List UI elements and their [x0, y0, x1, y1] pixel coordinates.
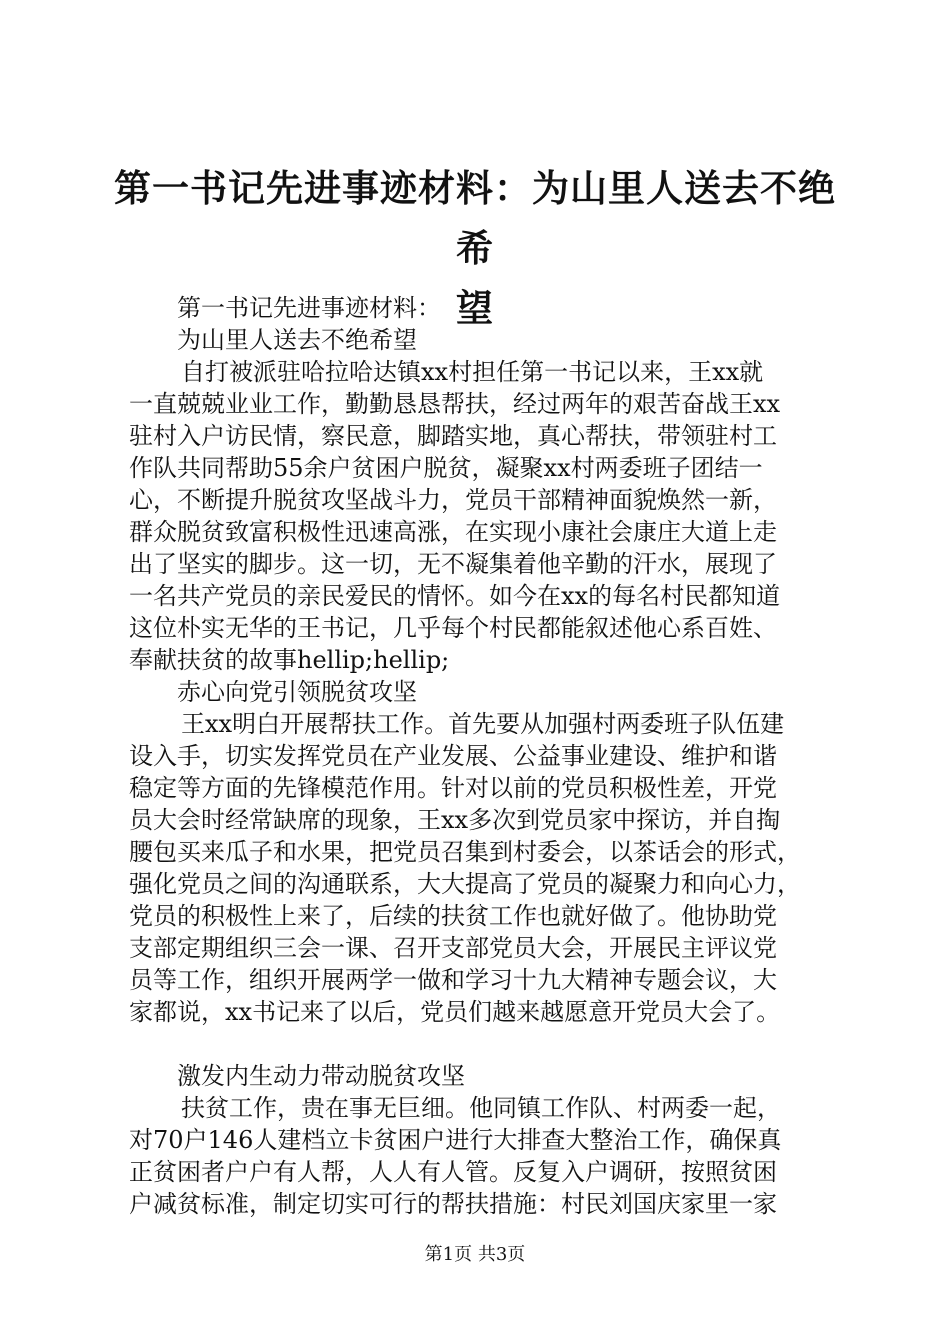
paragraph-2-line: 员大会时经常缺席的现象，王xx多次到党员家中探访，并自掏 — [129, 806, 781, 834]
paragraph-2-line: 强化党员之间的沟通联系，大大提高了党员的凝聚力和向心力， — [129, 870, 801, 898]
paragraph-1-line: 出了坚实的脚步。这一切，无不凝集着他辛勤的汗水，展现了 — [129, 550, 777, 578]
paragraph-3-line: 对70户146人建档立卡贫困户进行大排查大整治工作，确保真 — [129, 1126, 782, 1154]
subtitle-line-1: 第一书记先进事迹材料： — [177, 294, 441, 322]
paragraph-3-line: 正贫困者户户有人帮，人人有人管。反复入户调研，按照贫困 — [129, 1158, 777, 1186]
subtitle-line-2: 为山里人送去不绝希望 — [177, 326, 417, 354]
paragraph-2-line: 员等工作，组织开展两学一做和学习十九大精神专题会议，大 — [129, 966, 777, 994]
paragraph-3-line: 扶贫工作，贵在事无巨细。他同镇工作队、村两委一起， — [181, 1094, 781, 1122]
document-body — [129, 292, 837, 1220]
section-heading-2: 赤心向党引领脱贫攻坚 — [177, 678, 417, 706]
paragraph-1-line: 一名共产党员的亲民爱民的情怀。如今在xx的每名村民都知道 — [129, 582, 781, 610]
section-heading-3: 激发内生动力带动脱贫攻坚 — [177, 1062, 465, 1090]
paragraph-2-line: 支部定期组织三会一课、召开支部党员大会，开展民主评议党 — [129, 934, 777, 962]
title-line-2: 望 — [456, 286, 494, 330]
paragraph-1-line: 驻村入户访民情，察民意，脚踏实地，真心帮扶，带领驻村工 — [129, 422, 777, 450]
paragraph-1-line: 奉献扶贫的故事hellip;hellip; — [129, 646, 450, 674]
paragraph-1-line: 群众脱贫致富积极性迅速高涨，在实现小康社会康庄大道上走 — [129, 518, 777, 546]
paragraph-2-line: 王xx明白开展帮扶工作。首先要从加强村两委班子队伍建 — [181, 710, 785, 738]
paragraph-1-line: 作队共同帮助55余户贫困户脱贫，凝聚xx村两委班子团结一 — [129, 454, 763, 482]
paragraph-1-line: 这位朴实无华的王书记，几乎每个村民都能叙述他心系百姓、 — [129, 614, 777, 642]
paragraph-2-line: 设入手，切实发挥党员在产业发展、公益事业建设、维护和谐 — [129, 742, 777, 770]
paragraph-1-line: 自打被派驻哈拉哈达镇xx村担任第一书记以来，王xx就 — [181, 358, 764, 386]
paragraph-2-line: 家都说，xx书记来了以后，党员们越来越愿意开党员大会了。 — [129, 998, 781, 1026]
paragraph-1-line: 心，不断提升脱贫攻坚战斗力，党员干部精神面貌焕然一新， — [129, 486, 777, 514]
page-footer: 第1页 共3页 — [424, 1244, 526, 1265]
paragraph-spacer — [129, 1028, 837, 1060]
paragraph-2-line: 腰包买来瓜子和水果，把党员召集到村委会，以茶话会的形式， — [129, 838, 801, 866]
paragraph-2-line: 党员的积极性上来了，后续的扶贫工作也就好做了。他协助党 — [129, 902, 777, 930]
paragraph-3-line: 户减贫标准，制定切实可行的帮扶措施：村民刘国庆家里一家 — [129, 1190, 777, 1218]
paragraph-2-line: 稳定等方面的先锋模范作用。针对以前的党员积极性差，开党 — [129, 774, 777, 802]
title-line-1: 第一书记先进事迹材料：为山里人送去不绝希 — [114, 166, 836, 270]
paragraph-1-line: 一直兢兢业业工作，勤勤恳恳帮扶，经过两年的艰苦奋战王xx — [129, 390, 781, 418]
